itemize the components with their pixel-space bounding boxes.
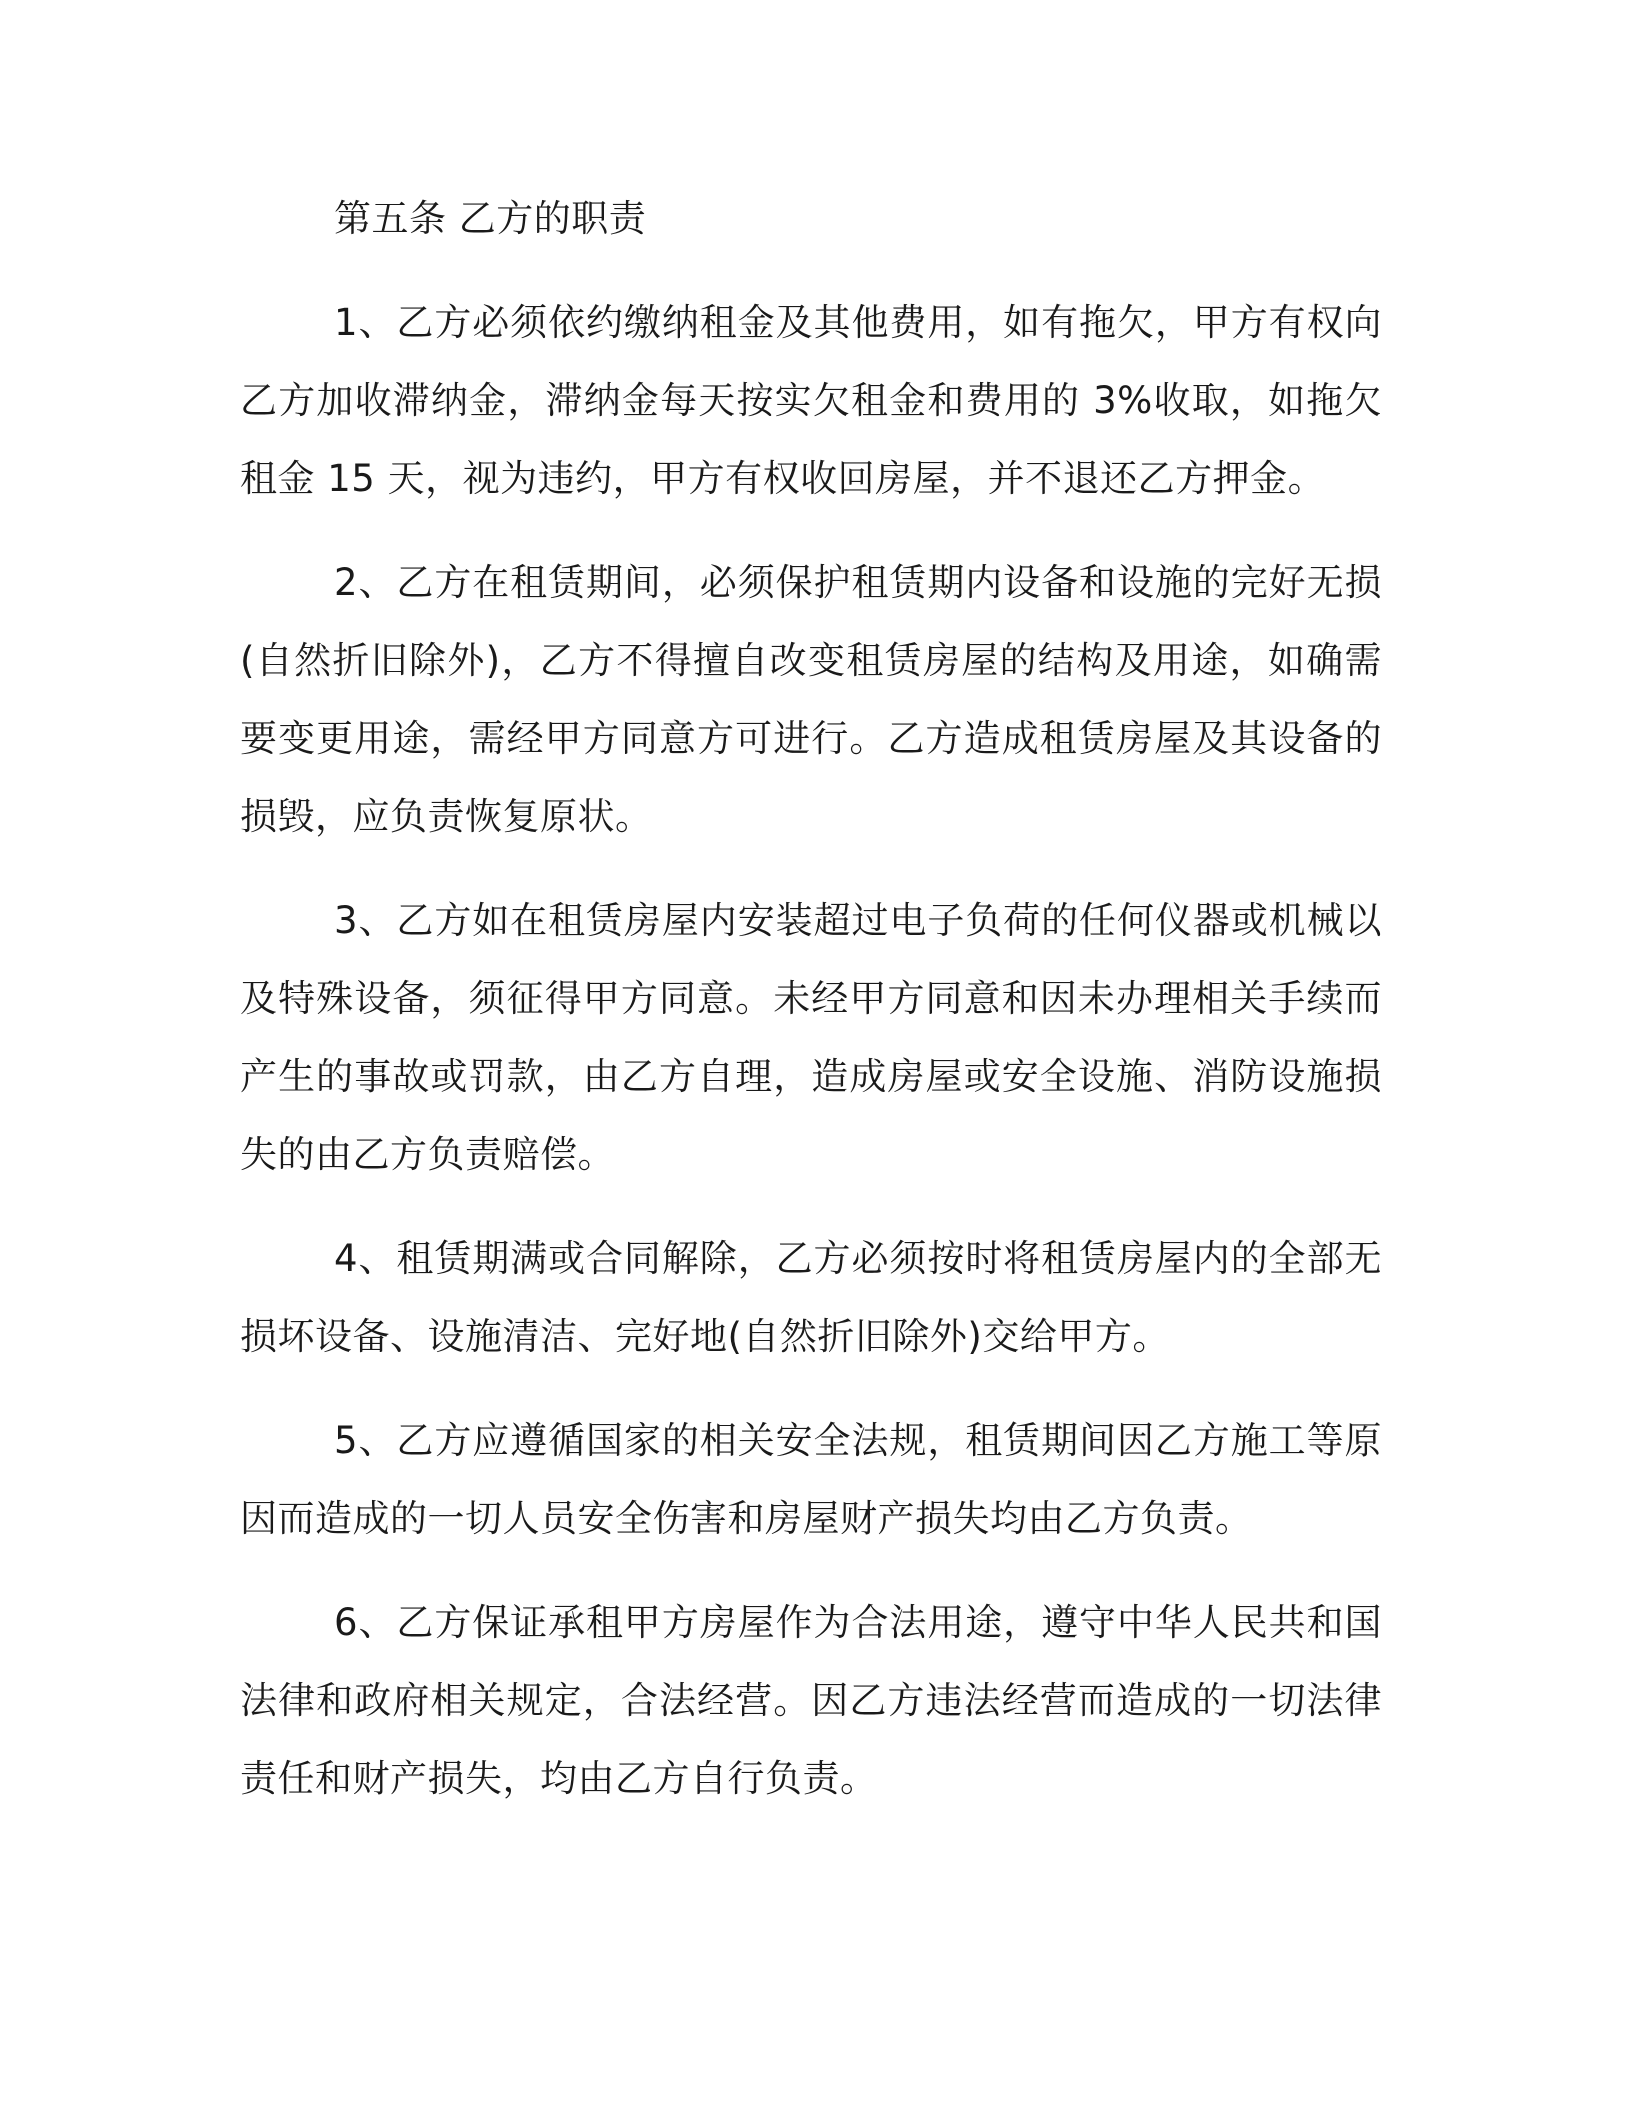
section-heading: 第五条 乙方的职责: [334, 197, 647, 240]
clause-2: 2、乙方在租赁期间，必须保护租赁期内设备和设施的完好无损(自然折旧除外)，乙方不得擅自改变租赁房屋的结构及用途，如确需要变更用途，需经甲方同意方可进行。乙方造成租赁房屋及其设备的损毁，应负责恢复原状。: [240, 561, 1382, 838]
clause-6: 6、乙方保证承租甲方房屋作为合法用途，遵守中华人民共和国法律和政府相关规定，合法经营。因乙方违法经营而造成的一切法律责任和财产损失，均由乙方自行负责。: [240, 1601, 1382, 1800]
clause-3: 3、乙方如在租赁房屋内安装超过电子负荷的任何仪器或机械以及特殊设备，须征得甲方同意。未经甲方同意和因未办理相关手续而产生的事故或罚款，由乙方自理，造成房屋或安全设施、消防设施损失的由乙方负责赔偿。: [240, 899, 1382, 1176]
document-body: [240, 180, 1382, 1844]
clause-5: 5、乙方应遵循国家的相关安全法规，租赁期间因乙方施工等原因而造成的一切人员安全伤害和房屋财产损失均由乙方负责。: [240, 1419, 1382, 1540]
clause-4: 4、租赁期满或合同解除，乙方必须按时将租赁房屋内的全部无损坏设备、设施清洁、完好地(自然折旧除外)交给甲方。: [240, 1237, 1382, 1358]
clause-1: 1、乙方必须依约缴纳租金及其他费用，如有拖欠，甲方有权向乙方加收滞纳金，滞纳金每天按实欠租金和费用的 3%收取，如拖欠租金 15 天，视为违约，甲方有权收回房屋，并不退还乙方押金。: [240, 301, 1382, 500]
